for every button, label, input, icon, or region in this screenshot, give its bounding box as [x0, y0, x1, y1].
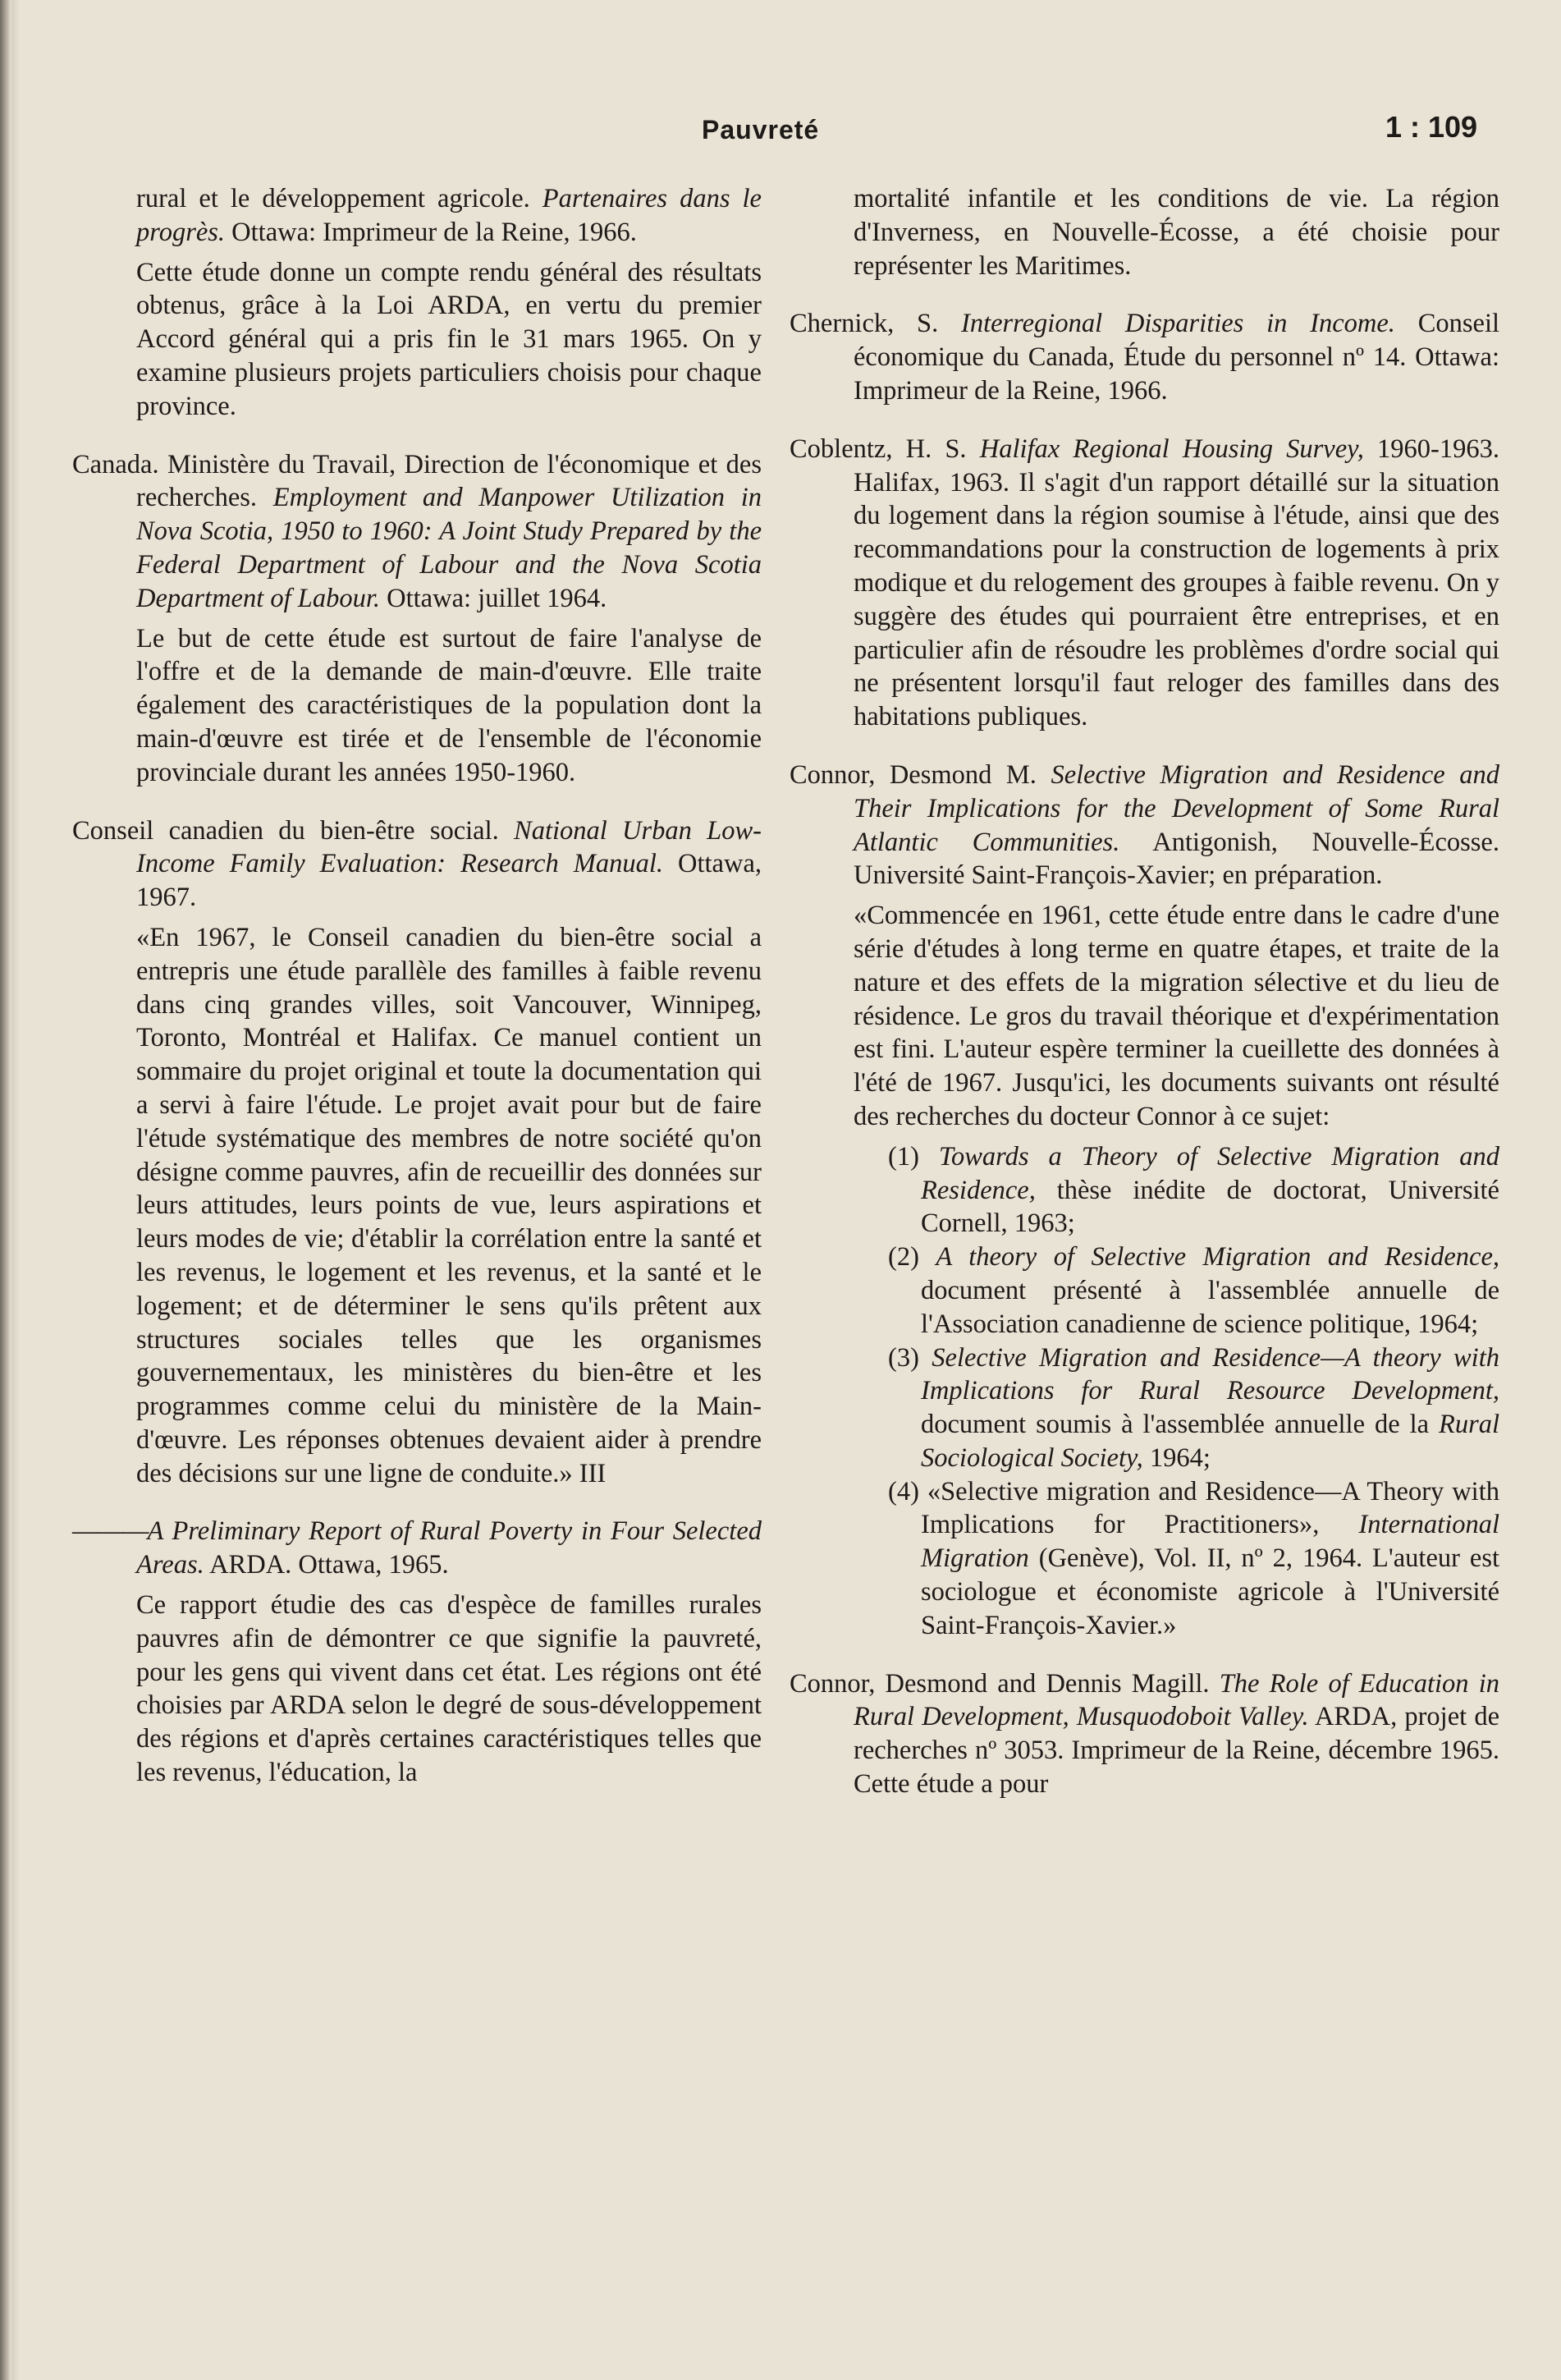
citation-author: Connor, Desmond and Dennis Magill.	[790, 1668, 1220, 1699]
citation-author: Canada. Ministère du Travail, Direction de l'économique et des recherches.	[72, 449, 762, 513]
list-item-text: document présenté à l'assemblée annuelle de l'Association canadienne de science politique, 1964;	[921, 1275, 1499, 1339]
citation	[790, 433, 1499, 734]
bib-entry-conseil-canadien	[72, 814, 762, 1491]
annotation: «Commencée en 1961, cette étude entre dans le cadre d'une série d'études à long terme en quatre étapes, et traite de la nature et des effets de la migration sélective et du lieu de résidence. Le gros du travail théorique et d'expérimentation est fini. L'auteur espère terminer la cueillette des données à l'été de 1967. Jusqu'ici, les documents suivants ont résulté des recherches du docteur Connor à ce sujet:	[854, 901, 1499, 1131]
list-item-title: A theory of Selective Migration and Residence,	[936, 1242, 1499, 1273]
citation-author: Chernick, S.	[790, 309, 961, 339]
citation-text: rural et le développement agricole.	[136, 184, 542, 213]
citation-publication: ARDA. Ottawa, 1965.	[204, 1550, 449, 1580]
list-item	[888, 1140, 1499, 1240]
citation-publication: Conseil économique du Canada, Étude du personnel nº 14. Ottawa: Imprimeur de la Reine, 1966.	[854, 309, 1499, 406]
citation-author: Connor, Desmond M.	[790, 759, 1051, 790]
annotation: Ce rapport étudie des cas d'espèce de familles rurales pauvres afin de démontrer ce que signifie la pauvreté, pour les gens qui vivent dans cet état. Les régions ont été choisies par ARDA selon le degré de sous-développement des régions et d'après certaines caractéristiques telles que les revenus, l'éducation, la	[136, 1590, 762, 1788]
citation	[72, 814, 762, 915]
bib-entry-connor-magill	[790, 1667, 1499, 1801]
list-item-title: International Migration	[921, 1510, 1499, 1574]
list-number: (2)	[888, 1242, 936, 1273]
citation-title: Interregional Disparities in Income.	[961, 309, 1395, 339]
list-item	[888, 1240, 1499, 1341]
citation-publication: Ottawa: Imprimeur de la Reine, 1966.	[225, 217, 637, 247]
citation	[790, 1667, 1499, 1801]
list-item-text: 1964;	[1142, 1442, 1211, 1473]
citation-publication: Antigonish, Nouvelle-Écosse. Université Saint-François-Xavier; en préparation.	[854, 827, 1499, 891]
citation-publication: Ottawa, 1967.	[136, 849, 762, 913]
citation-title: Partenaires dans le progrès.	[136, 184, 762, 247]
bib-entry-coblentz	[790, 433, 1499, 734]
citation-author: Conseil canadien du bien-être social.	[72, 815, 515, 846]
list-item-title: Selective Migration and Residence—A theory with Implications for Rural Resource Development,	[921, 1342, 1499, 1406]
bib-entry-continuation-left	[72, 182, 762, 424]
citation-author: Coblentz, H. S.	[790, 433, 980, 464]
list-item-text: (Genève), Vol. II, nº 2, 1964. L'auteur est sociologue et économiste agricole à l'Université Saint-François-Xavier.»	[921, 1543, 1499, 1640]
bib-entry-connor	[790, 759, 1499, 1643]
left-column	[72, 182, 762, 1814]
list-item-text: document soumis à l'assemblée annuelle de la	[921, 1410, 1439, 1440]
bib-entry-continuation-right	[790, 182, 1499, 282]
list-item	[888, 1475, 1499, 1643]
annotation: Le but de cette étude est surtout de faire l'analyse de l'offre et de la demande de main-d'œuvre. Elle traite également des caractéristiques de la population dont la main-d'œuvre est tirée et de l'ensemble de l'économie provinciale durant les années 1950-1960.	[136, 623, 762, 787]
citation-title: National Urban Low-Income Family Evaluation: Research Manual.	[136, 815, 762, 879]
ditto-dash: ———	[72, 1516, 148, 1547]
list-item	[888, 1341, 1499, 1475]
numbered-list	[790, 1140, 1499, 1643]
bib-entry-preliminary-report	[72, 1515, 762, 1789]
bib-entry-chernick	[790, 307, 1499, 407]
annotation: «En 1967, le Conseil canadien du bien-être social a entrepris une étude parallèle des familles à faible revenu dans cinq grandes villes, soit Vancouver, Winnipeg, Toronto, Montréal et Halifax. Ce manuel contient un sommaire du projet original et toute la documentation qui a servi à faire l'étude. Le projet avait pour but de faire l'étude systématique des membres de notre société qu'on désigne comme pauvres, afin de recueillir des données sur leurs attitudes, leurs points de vue, leurs aspirations et leurs modes de vie; d'établir la corrélation entre la santé et les revenus, le logement et les revenus, et la santé et le logement; et de déterminer le sens qu'ils prêtent aux structures sociales telles que les organismes gouvernementaux, les ministères du bien-être et les programmes comme celui du ministère de la Main-d'œuvre. Les réponses obtenues devaient aider à prendre des décisions sur une ligne de conduite.» III	[136, 922, 762, 1488]
citation	[72, 1515, 762, 1582]
page-gutter-fade	[11, 0, 20, 2380]
list-number: (1)	[888, 1141, 939, 1172]
list-item-title: Rural Sociological Society,	[921, 1410, 1499, 1473]
list-item-text: «Selective migration and Residence—A Theory with Implications for Practitioners»,	[921, 1476, 1499, 1540]
citation-publication: Ottawa: juillet 1964.	[380, 583, 607, 613]
list-number: (3)	[888, 1342, 932, 1373]
citation-continuation	[72, 182, 762, 250]
citation-title: Halifax Regional Housing Survey,	[979, 433, 1364, 464]
bib-entry-canada-travail	[72, 448, 762, 790]
citation-title: Employment and Manpower Utilization in Nova Scotia, 1950 to 1960: A Joint Study Prepared by the Federal Department of Labour and the Nova Scotia Department of Labour.	[136, 483, 762, 613]
page-gutter-shadow	[0, 0, 11, 2380]
list-item-text: thèse inédite de doctorat, Université Cornell, 1963;	[921, 1175, 1499, 1239]
running-title: Pauvreté	[702, 115, 820, 144]
citation-title: Selective Migration and Residence and Their Implications for the Development of Some Rural Atlantic Communities.	[854, 759, 1499, 857]
citation	[72, 448, 762, 616]
list-item-title: Towards a Theory of Selective Migration and Residence,	[921, 1141, 1500, 1205]
annotation-continuation: mortalité infantile et les conditions de vie. La région d'Inverness, en Nouvelle-Écosse, a été choisie pour représenter les Maritimes.	[854, 184, 1499, 281]
annotation: Cette étude donne un compte rendu général des résultats obtenus, grâce à la Loi ARDA, en vertu du premier Accord général qui a pris fin le 31 mars 1965. On y examine plusieurs projets particuliers choisis pour chaque province.	[136, 257, 762, 421]
citation-title: The Role of Education in Rural Development, Musquodoboit Valley.	[854, 1668, 1499, 1732]
page-number: 1 : 109	[1385, 110, 1478, 144]
right-column	[790, 182, 1499, 1826]
citation-publication: ARDA, projet de recherches nº 3053. Imprimeur de la Reine, décembre 1965. Cette étude a pour	[854, 1702, 1499, 1800]
citation	[790, 759, 1499, 892]
citation-publication: 1960-1963. Halifax, 1963. Il s'agit d'un rapport détaillé sur la situation du logement dans la région soumise à l'étude, ainsi que des recommandations pour la construction de logements à prix modique et du relogement des groupes à faible revenu. On y suggère des études qui pourraient être entreprises, et en particulier afin de résoudre les problèmes d'ordre social qui ne présentent lorsqu'il faut reloger des familles dans des habitations publiques.	[854, 433, 1499, 732]
citation	[790, 307, 1499, 407]
citation-title: A Preliminary Report of Rural Poverty in Four Selected Areas.	[136, 1516, 762, 1580]
list-number: (4)	[888, 1476, 927, 1506]
